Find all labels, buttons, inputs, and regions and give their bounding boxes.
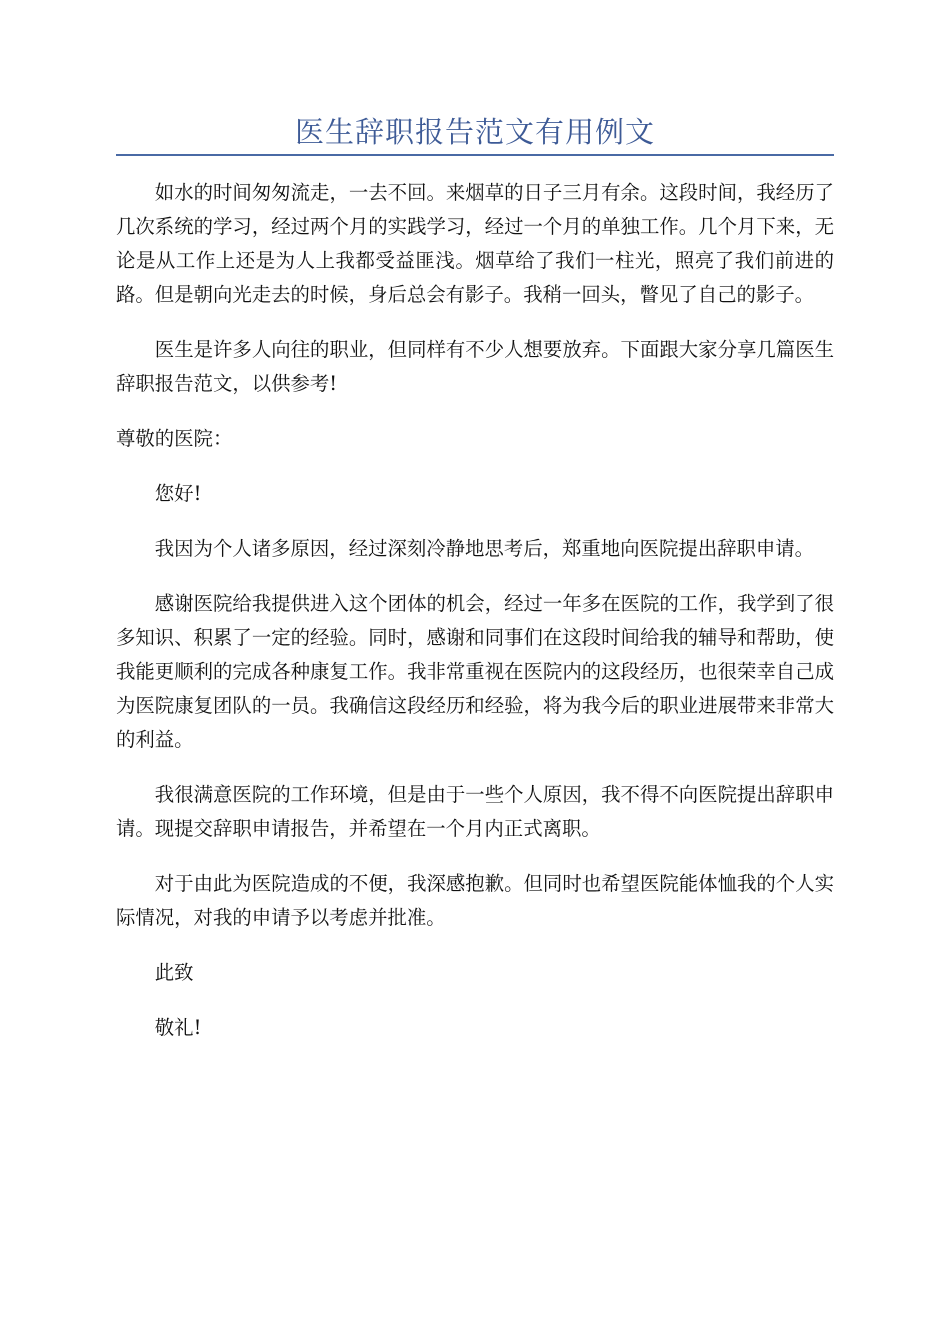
paragraph-thanks: 感谢医院给我提供进入这个团体的机会，经过一年多在医院的工作，我学到了很多知识、积累了一定的经验。同时，感谢和同事们在这段时间给我的辅导和帮助，使我能更顺利的完成各种康复工作。我非常重视在医院内的这段经历，也很荣幸自己成为医院康复团队的一员。我确信这段经历和经验，将为我今后的职业进展带来非常大的利益。 — [116, 592, 834, 751]
salutation: 尊敬的医院： — [116, 427, 233, 450]
closing-salute: 敬礼! — [154, 1016, 202, 1039]
title-underline — [116, 154, 834, 156]
paragraph-environment: 我很满意医院的工作环境，但是由于一些个人原因，我不得不向医院提出辞职申请。现提交辞职申请报告，并希望在一个月内正式离职。 — [116, 783, 834, 840]
greeting: 您好! — [154, 482, 202, 505]
document-title: 医生辞职报告范文有用例文 — [294, 115, 655, 149]
paragraph-lead: 医生是许多人向往的职业，但同样有不少人想要放弃。下面跟大家分享几篇医生辞职报告范文，以供参考! — [116, 338, 834, 395]
paragraph-resignation: 我因为个人诸多原因，经过深刻冷静地思考后，郑重地向医院提出辞职申请。 — [154, 537, 815, 560]
document-body — [116, 176, 834, 1066]
paragraph-intro: 如水的时间匆匆流走，一去不回。来烟草的日子三月有余。这段时间，我经历了几次系统的学习，经过两个月的实践学习，经过一个月的单独工作。几个月下来，无论是从工作上还是为人上我都受益匪浅。烟草给了我们一柱光，照亮了我们前进的路。但是朝向光走去的时候，身后总会有影子。我稍一回头，瞥见了自己的影子。 — [116, 181, 834, 306]
closing-phrase: 此致 — [154, 961, 194, 984]
paragraph-apology: 对于由此为医院造成的不便，我深感抱歉。但同时也希望医院能体恤我的个人实际情况，对我的申请予以考虑并批准。 — [116, 872, 834, 929]
